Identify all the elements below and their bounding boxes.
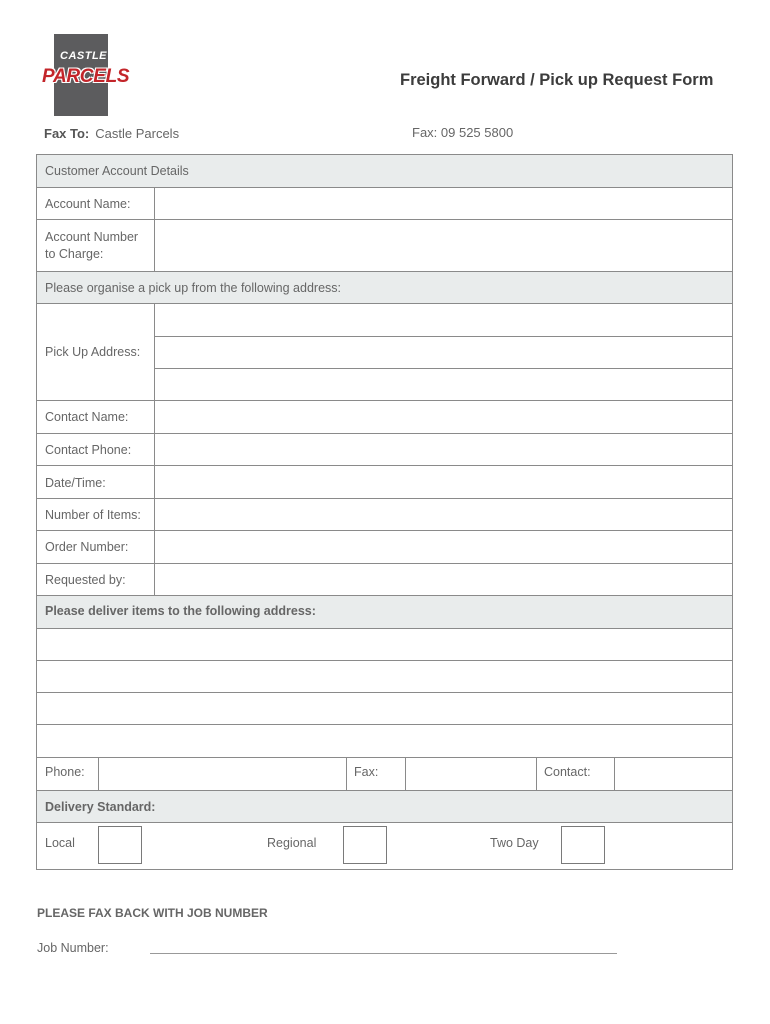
contact-name-label: Contact Name: bbox=[45, 410, 129, 424]
datetime-label: Date/Time: bbox=[45, 476, 106, 490]
request-form bbox=[36, 154, 733, 870]
row-contact-name bbox=[37, 401, 732, 434]
contact-label: Contact: bbox=[544, 765, 591, 779]
delivery-address-line-4[interactable] bbox=[37, 725, 732, 758]
fax-to-value: Castle Parcels bbox=[95, 126, 180, 141]
contact-name-field[interactable] bbox=[155, 401, 732, 433]
order-number-label: Order Number: bbox=[45, 540, 129, 554]
form-title: Freight Forward / Pick up Request Form bbox=[400, 70, 714, 89]
phone-label: Phone: bbox=[45, 765, 85, 779]
account-number-label-line2: to Charge: bbox=[45, 247, 104, 261]
pickup-address-line-1[interactable] bbox=[155, 304, 732, 336]
section-delivery-standard bbox=[37, 791, 732, 823]
option-regional-checkbox[interactable] bbox=[343, 826, 387, 864]
job-number-field[interactable] bbox=[150, 953, 617, 954]
row-phone-fax-contact bbox=[37, 758, 732, 791]
section-deliver bbox=[37, 596, 732, 629]
datetime-field[interactable] bbox=[155, 466, 732, 498]
castle-parcels-logo bbox=[42, 34, 132, 116]
num-items-label: Number of Items: bbox=[45, 508, 141, 522]
delivery-contact-field[interactable] bbox=[615, 758, 732, 790]
row-datetime bbox=[37, 466, 732, 499]
section-customer-account-title: Customer Account Details bbox=[45, 164, 189, 178]
row-order-number bbox=[37, 531, 732, 564]
section-customer-account bbox=[37, 155, 732, 188]
account-name-label: Account Name: bbox=[45, 197, 131, 211]
row-requested-by bbox=[37, 564, 732, 596]
account-number-field[interactable] bbox=[155, 220, 732, 271]
section-deliver-title: Please deliver items to the following address: bbox=[45, 604, 316, 618]
account-name-field[interactable] bbox=[155, 188, 732, 219]
delivery-address-line-3[interactable] bbox=[37, 693, 732, 725]
option-local-label: Local bbox=[45, 836, 75, 850]
job-number-label: Job Number: bbox=[37, 941, 109, 955]
order-number-field[interactable] bbox=[155, 531, 732, 563]
divider bbox=[536, 758, 537, 790]
row-num-items bbox=[37, 499, 732, 531]
logo-parcels-text: PARCELS bbox=[42, 66, 130, 87]
delivery-address-line-2[interactable] bbox=[37, 661, 732, 693]
option-two-day-checkbox[interactable] bbox=[561, 826, 605, 864]
row-pickup-address bbox=[37, 304, 732, 401]
option-two-day-label: Two Day bbox=[490, 836, 539, 850]
row-account-number bbox=[37, 220, 732, 272]
num-items-field[interactable] bbox=[155, 499, 732, 530]
fax-to-label: Fax To: bbox=[44, 126, 90, 141]
section-pickup bbox=[37, 272, 732, 304]
fax-to bbox=[44, 126, 179, 141]
section-delivery-standard-title: Delivery Standard: bbox=[45, 800, 156, 814]
requested-by-label: Requested by: bbox=[45, 573, 126, 587]
pickup-address-line-2[interactable] bbox=[155, 337, 732, 368]
fax-label: Fax: bbox=[354, 765, 379, 779]
row-account-name bbox=[37, 188, 732, 220]
pickup-address-line-3[interactable] bbox=[155, 369, 732, 400]
fax-back-notice: PLEASE FAX BACK WITH JOB NUMBER bbox=[37, 906, 268, 920]
account-number-label bbox=[45, 229, 138, 263]
delivery-phone-field[interactable] bbox=[99, 758, 346, 790]
option-local-checkbox[interactable] bbox=[98, 826, 142, 864]
option-regional-label: Regional bbox=[267, 836, 317, 850]
contact-phone-label: Contact Phone: bbox=[45, 443, 132, 457]
delivery-address-line-1[interactable] bbox=[37, 629, 732, 661]
section-pickup-title: Please organise a pick up from the following address: bbox=[45, 281, 341, 295]
row-contact-phone bbox=[37, 434, 732, 466]
pickup-address-label: Pick Up Address: bbox=[45, 345, 141, 359]
fax-number: Fax: 09 525 5800 bbox=[412, 125, 514, 140]
delivery-fax-field[interactable] bbox=[406, 758, 536, 790]
contact-phone-field[interactable] bbox=[155, 434, 732, 465]
requested-by-field[interactable] bbox=[155, 564, 732, 595]
logo-castle-text: CASTLE bbox=[60, 50, 107, 62]
account-number-label-line1: Account Number bbox=[45, 230, 139, 244]
divider bbox=[346, 758, 347, 790]
